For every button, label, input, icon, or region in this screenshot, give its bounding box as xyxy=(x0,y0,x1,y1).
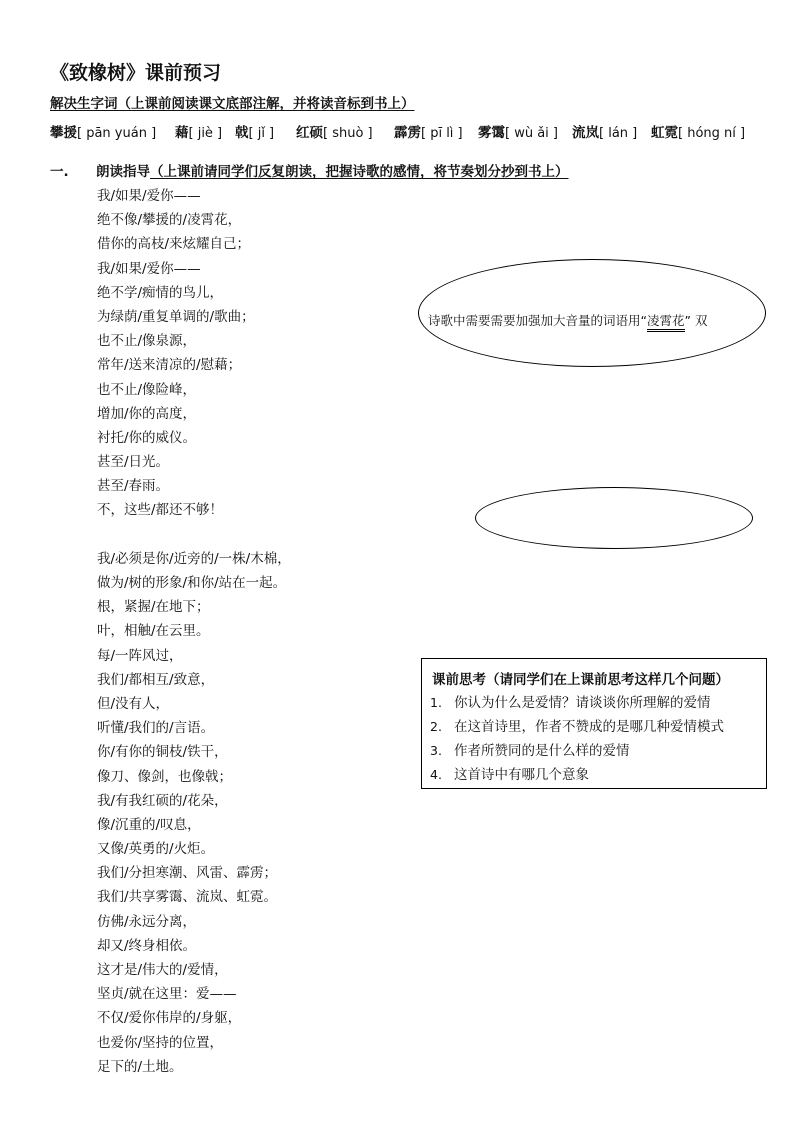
vocab-pinyin: [ wù ǎi ] xyxy=(505,126,558,141)
vocab-word: 藉 xyxy=(175,125,189,141)
callout-emphasis: 凌霄花 xyxy=(647,313,685,332)
vocab-instruction-text: 解决生字词（上课前阅读课文底部注解，并将读音标到书上） xyxy=(50,96,415,112)
poem-line: 听懂/我们的/言语。 xyxy=(97,720,215,737)
stanza-break xyxy=(97,523,291,547)
poem-line: 不仅/爱你伟岸的/身躯， xyxy=(97,1010,242,1027)
poem-line: 叶，相触/在云里。 xyxy=(97,623,210,640)
poem-line: 根，紧握/在地下； xyxy=(97,599,210,616)
think-item-number: 1. xyxy=(430,695,442,710)
think-item xyxy=(430,739,724,763)
vocab-word: 流岚 xyxy=(572,125,599,141)
callout-text xyxy=(428,311,707,329)
poem-line: 做为/树的形象/和你/站在一起。 xyxy=(97,575,287,591)
callout-text-after: ” 双 xyxy=(684,313,708,328)
vocab-pinyin: [ lán ] xyxy=(599,126,638,141)
vocab-pinyin: [ jǐ ] xyxy=(248,126,275,141)
vocab-pinyin: [ shuò ] xyxy=(323,126,373,141)
poem-line: 你/有你的铜枝/铁干， xyxy=(97,744,228,761)
poem-line: 甚至/日光。 xyxy=(97,454,170,471)
section-label: 朗读指导 xyxy=(96,164,150,180)
vocab-pinyin: [ pān yuán ] xyxy=(77,126,157,141)
poem-line: 像/沉重的/叹息， xyxy=(97,816,201,833)
poem-line: 也爱你/坚持的位置， xyxy=(97,1034,224,1051)
poem-line: 我/如果/爱你—— xyxy=(97,260,201,277)
section-number: 一. xyxy=(50,164,69,180)
think-item xyxy=(430,763,724,787)
poem-line: 却又/终身相依。 xyxy=(97,937,197,954)
think-item-number: 2. xyxy=(430,719,442,734)
poem-line: 又像/英勇的/火炬。 xyxy=(97,841,215,858)
section-heading xyxy=(96,160,569,180)
poem-line: 但/没有人， xyxy=(97,695,170,712)
think-item xyxy=(430,691,724,715)
callout-cut-line: 下划线标出 xyxy=(428,353,491,367)
vocab-item xyxy=(572,121,637,141)
think-item-text: 在这首诗里，作者不赞成的是哪几种爱情模式 xyxy=(454,719,724,735)
poem-line: 我/有我红硕的/花朵， xyxy=(97,792,228,809)
poem-line: 绝不学/痴情的鸟儿， xyxy=(97,284,224,301)
vocab-item xyxy=(478,121,558,141)
poem-line: 不，这些/都还不够！ xyxy=(97,502,224,519)
vocab-pinyin: [ jiè ] xyxy=(188,126,223,141)
think-item-number: 3. xyxy=(430,743,442,758)
poem-line: 这才是/伟大的/爱情， xyxy=(97,962,228,978)
poem-line: 绝不像/攀援的/凌霄花， xyxy=(97,212,242,229)
poem-line: 我/如果/爱你—— xyxy=(97,188,201,204)
callout-oval xyxy=(418,259,766,367)
vocab-item xyxy=(50,121,156,141)
poem-line: 仿佛/永远分离， xyxy=(97,913,197,930)
think-item-text: 你认为什么是爱情？请谈谈你所理解的爱情 xyxy=(454,695,711,711)
poem-line: 常年/送来清凉的/慰藉； xyxy=(97,357,242,374)
vocab-word: 红硕 xyxy=(296,125,323,141)
poem-line: 增加/你的高度， xyxy=(97,405,197,422)
poem-line: 也不止/像泉源， xyxy=(97,333,197,350)
poem-line: 借你的高枝/来炫耀自己； xyxy=(97,236,251,253)
poem-line: 衬托/你的威仪。 xyxy=(97,429,197,446)
think-box xyxy=(421,658,767,789)
vocab-item xyxy=(394,121,463,141)
vocab-item xyxy=(235,121,274,141)
poem-text xyxy=(97,184,291,1079)
section-instruction: （上课前请同学们反复朗读，把握诗歌的感情，将节奏划分抄到书上） xyxy=(150,164,569,180)
callout-text-before: 诗歌中需要需要加强加大音量的词语用“ xyxy=(428,313,647,328)
poem-line: 我们/分担寒潮、风雷、霹雳； xyxy=(97,865,278,882)
poem-line: 每/一阵风过， xyxy=(97,647,183,664)
vocab-item xyxy=(651,121,745,141)
think-item-text: 作者所赞同的是什么样的爱情 xyxy=(454,743,630,759)
poem-line: 我/必须是你/近旁的/一株/木棉， xyxy=(97,550,291,567)
poem-line: 足下的/土地。 xyxy=(97,1058,183,1075)
think-item-number: 4. xyxy=(430,767,442,782)
vocab-word: 虹霓 xyxy=(651,125,678,141)
vocab-item xyxy=(296,121,373,141)
vocab-pinyin: [ hóng ní ] xyxy=(678,126,746,141)
think-title: 课前思考（请同学们在上课前思考这样几个问题） xyxy=(432,672,729,688)
vocab-word: 霹雳 xyxy=(394,125,421,141)
poem-line: 为绿荫/重复单调的/歌曲； xyxy=(97,308,255,325)
empty-oval xyxy=(475,487,753,549)
poem-line: 甚至/春雨。 xyxy=(97,478,170,495)
poem-line: 我们/都相互/致意， xyxy=(97,671,215,688)
poem-line: 像刀、像剑，也像戟； xyxy=(97,768,232,785)
vocab-instruction xyxy=(50,92,415,112)
vocab-word: 戟 xyxy=(235,125,249,141)
think-item-text: 这首诗中有哪几个意象 xyxy=(454,767,589,783)
think-item xyxy=(430,715,724,739)
vocab-word: 雾霭 xyxy=(478,125,505,141)
vocab-word: 攀援 xyxy=(50,125,77,141)
page-title: 《致橡树》课前预习 xyxy=(50,62,222,84)
vocab-pinyin: [ pī lì ] xyxy=(421,126,463,141)
think-list xyxy=(430,691,724,787)
vocab-list xyxy=(50,121,750,143)
poem-line: 坚贞/就在这里：爱—— xyxy=(97,986,237,1003)
poem-line: 也不止/像险峰， xyxy=(97,381,197,398)
poem-line: 我们/共享雾霭、流岚、虹霓。 xyxy=(97,889,278,906)
vocab-item xyxy=(175,121,222,141)
